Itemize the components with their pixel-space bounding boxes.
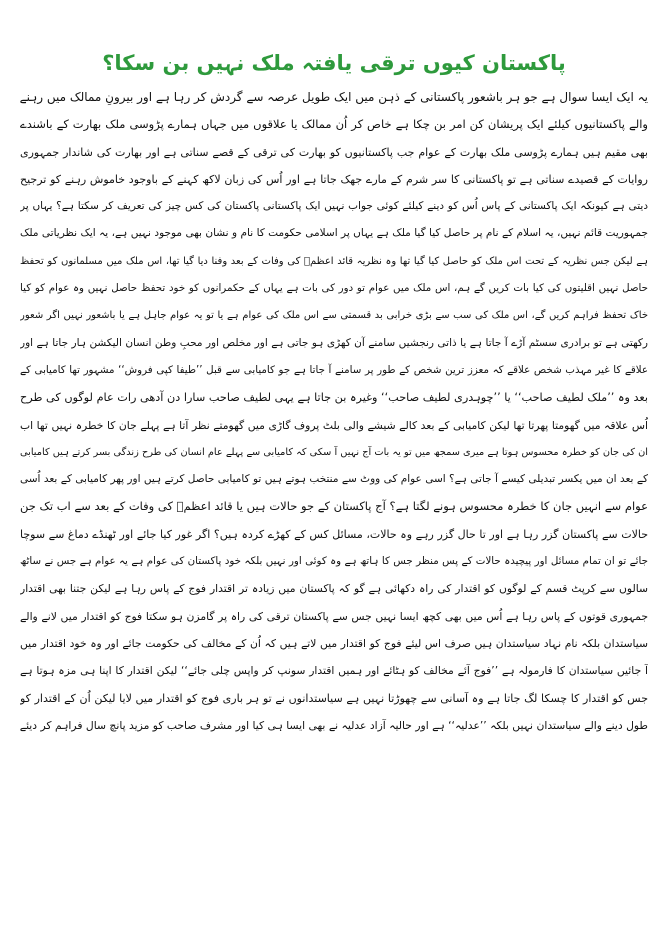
body-line: علاقے کا غیر مہذب شخص علاقے کہ معزز ترین شخص کے طور پر سامنے آ جاتا ہے جو کامیابی سے قبل ’’طیفا کپی فروش‘‘ مشہور تھا کامیابی کے: [20, 363, 648, 376]
article-body: [20, 84, 648, 739]
body-line: دیتی ہے کیونکہ ایک پاکستانی کے پاس اُس کو دینے کیلئے کوئی جواب نہیں ایک پاکستانی پاکستان کی کس چیز کی تعریف کر سکتا ہے؟ یہاں پر: [20, 200, 648, 213]
body-line: یہ ایک ایسا سوال ہے جو ہر باشعور پاکستانی کے ذہن میں ایک طویل عرصہ سے گردش کر رہا ہے اور بیرونِ ممالک میں رہنے: [20, 90, 648, 104]
body-line: حالات سے پاکستان گزر رہا ہے اور تا حال گزر رہے وہ حالات، مسائل کس کے کھڑے کردہ ہیں؟ اگر غور کیا جائے اور ٹھنڈے دماغ سے سوچا: [20, 527, 648, 541]
article-title: پاکستان کیوں ترقی یافتہ ملک نہیں بن سکا؟: [102, 51, 566, 75]
body-line: بعد وہ ’’ملک لطیف صاحب‘‘ یا ’’چوہدری لطیف صاحب‘‘ وغیرہ بن جاتا ہے یہی لطیف صاحب سارا دن آدھی رات عام لوگوں کی طرح: [20, 391, 648, 405]
body-line: جائے تو ان تمام مسائل اور پیچیدہ حالات کے پس منظر جس کا ہاتھ ہے وہ کوئی اور نہیں بلکہ خود پاکستان کی عوام ہے یہ عوام ہے جس نے ساٹھ: [20, 555, 648, 568]
body-line: والے پاکستانیوں کیلئے ایک پریشان کن امر بن چکا ہے خاص کر اُن ممالک یا علاقوں میں جہاں ہمارے پڑوسی ملک بھارت کے باشندے: [20, 117, 648, 132]
body-line: سالوں سے کرپٹ قسم کے لوگوں کو اقتدار کی راہ دکھائی ہے گو کہ پاکستان میں زیادہ تر اقتدار فوج کے پاس رہا ہے لیکن جتنا بھی اقتدار: [20, 582, 648, 596]
body-line: طول دینے والے سیاستدان نہیں بلکہ ’’عدلیہ‘‘ ہے اور حالیہ آزاد عدلیہ نے بھی ایسا ہی کیا اور مشرف صاحب کو مزید پانچ سال فراہم کر دیئے: [20, 718, 648, 732]
body-line: ہے لیکن جس نظریہ کے تحت اس ملک کو حاصل کیا گیا تھا وہ نظریہ قائد اعظمؒ کی وفات کے بعد وفنا دیا گیا تھا، اس ملک میں مسلمانوں کو تحفظ: [20, 255, 648, 267]
body-line: روایات کے قصیدے سناتی ہے تو پاکستانی کا سر شرم کے مارے جھک جاتا ہے اور اُس کی زبان لاکھ کہنے کے باوجود خاموش رہنے کو ترجیح: [20, 172, 648, 186]
body-line: ان کی جان کو خطرہ محسوس ہوتا ہے میری سمجھ میں تو یہ بات آج نہیں آ سکی کہ کامیابی سے پہلے عام انسان کی طرح زندگی بسر کرتے ہیں کامیابی: [20, 446, 648, 458]
body-line: جمہوریت قائم نہیں، یہ اسلام کے نام پر حاصل کیا گیا ملک ہے یہاں پر اسلامی حکومت کا نام و نشان بھی موجود نہیں ہے، یہ ایک نظریاتی ملک: [20, 227, 648, 240]
body-line: آ جائیں سیاستدان کا فارمولہ ہے ’’فوج آئے مخالف کو ہٹائے اور ہمیں اقتدار سونپ کر واپس چلی جائے‘‘ لیکن اقتدار کا اپنا ہی مزہ ہوتا ہے: [20, 664, 648, 678]
body-line: جس کو اقتدار کا چسکا لگ جاتا ہے وہ آسانی سے چھوڑتا نہیں ہے سیاستدانوں نے تو ہر باری فوج کو اقتدار میں لایا لیکن اُن کے اقتدار کو: [20, 691, 648, 705]
body-line: کے بعد ان میں یکسر تبدیلی کیسے آ جاتی ہے؟ اسی عوام کی ووٹ سے منتخب ہوتے ہیں تو کامیابی حاصل کرتے ہیں اور پھر کامیابی کے بعد اُسی: [20, 473, 648, 486]
body-line: عوام سے انہیں جان کا خطرہ محسوس ہونے لگتا ہے؟ آج پاکستان کے جو حالات ہیں یا قائد اعظمؒ کی وفات کے بعد سے اب تک جن: [20, 499, 648, 514]
body-line: اُس علاقہ میں گھومتا پھرتا تھا لیکن کامیابی کے بعد کالے شیشے والی بلٹ پروف گاڑی میں گھومتے نظر آتا ہے پہلے جان کا خطرہ نہیں تھا اب: [20, 418, 648, 432]
body-line: خاک تحفظ فراہم کریں گے، اس ملک کی سب سے بڑی خرابی بد قسمتی سے اس ملک کی عوام ہے یا تو یہ عوام جاہل ہے یا باشعور نہیں اگر شعور: [20, 310, 648, 322]
body-line: بھی مقیم ہیں ہمارے پڑوسی ملک بھارت کے عوام جب پاکستانیوں کو بھارت کی ترقی کے قصے سناتی ہے اور بھارت کی شاندار جمہوری: [20, 145, 648, 159]
body-line: جمہوری قوتوں کے پاس رہا ہے اُس میں بھی کچھ ایسا نہیں جس سے پاکستان ترقی کی راہ پر گامزن ہو سکتا فوج کو اقتدار میں لانے والے: [20, 609, 648, 623]
body-line: رکھتی ہے تو برادری سسٹم آڑے آ جاتا ہے یا ذاتی رنجشیں سامنے آن کھڑی ہو جاتی ہے اور مخلص اور محبِ وطن انسان الیکشن ہار جاتا ہے اور: [20, 336, 648, 349]
body-line: سیاستدان بلکہ نام نہاد سیاستدان ہیں صرف اس لیئے فوج کو اقتدار میں لاتے ہیں کہ اُن کے مخالف کی حکومت جائے اور وہ خود اقتدار میں: [20, 636, 648, 650]
body-line: حاصل نہیں اقلیتوں کی کیا بات کریں گے ہم، اس ملک میں عوام تو دور کی بات ہے یہاں کے حکمرانوں کو خود تحفظ حاصل نہیں وہ عوام کو کیا: [20, 282, 648, 295]
